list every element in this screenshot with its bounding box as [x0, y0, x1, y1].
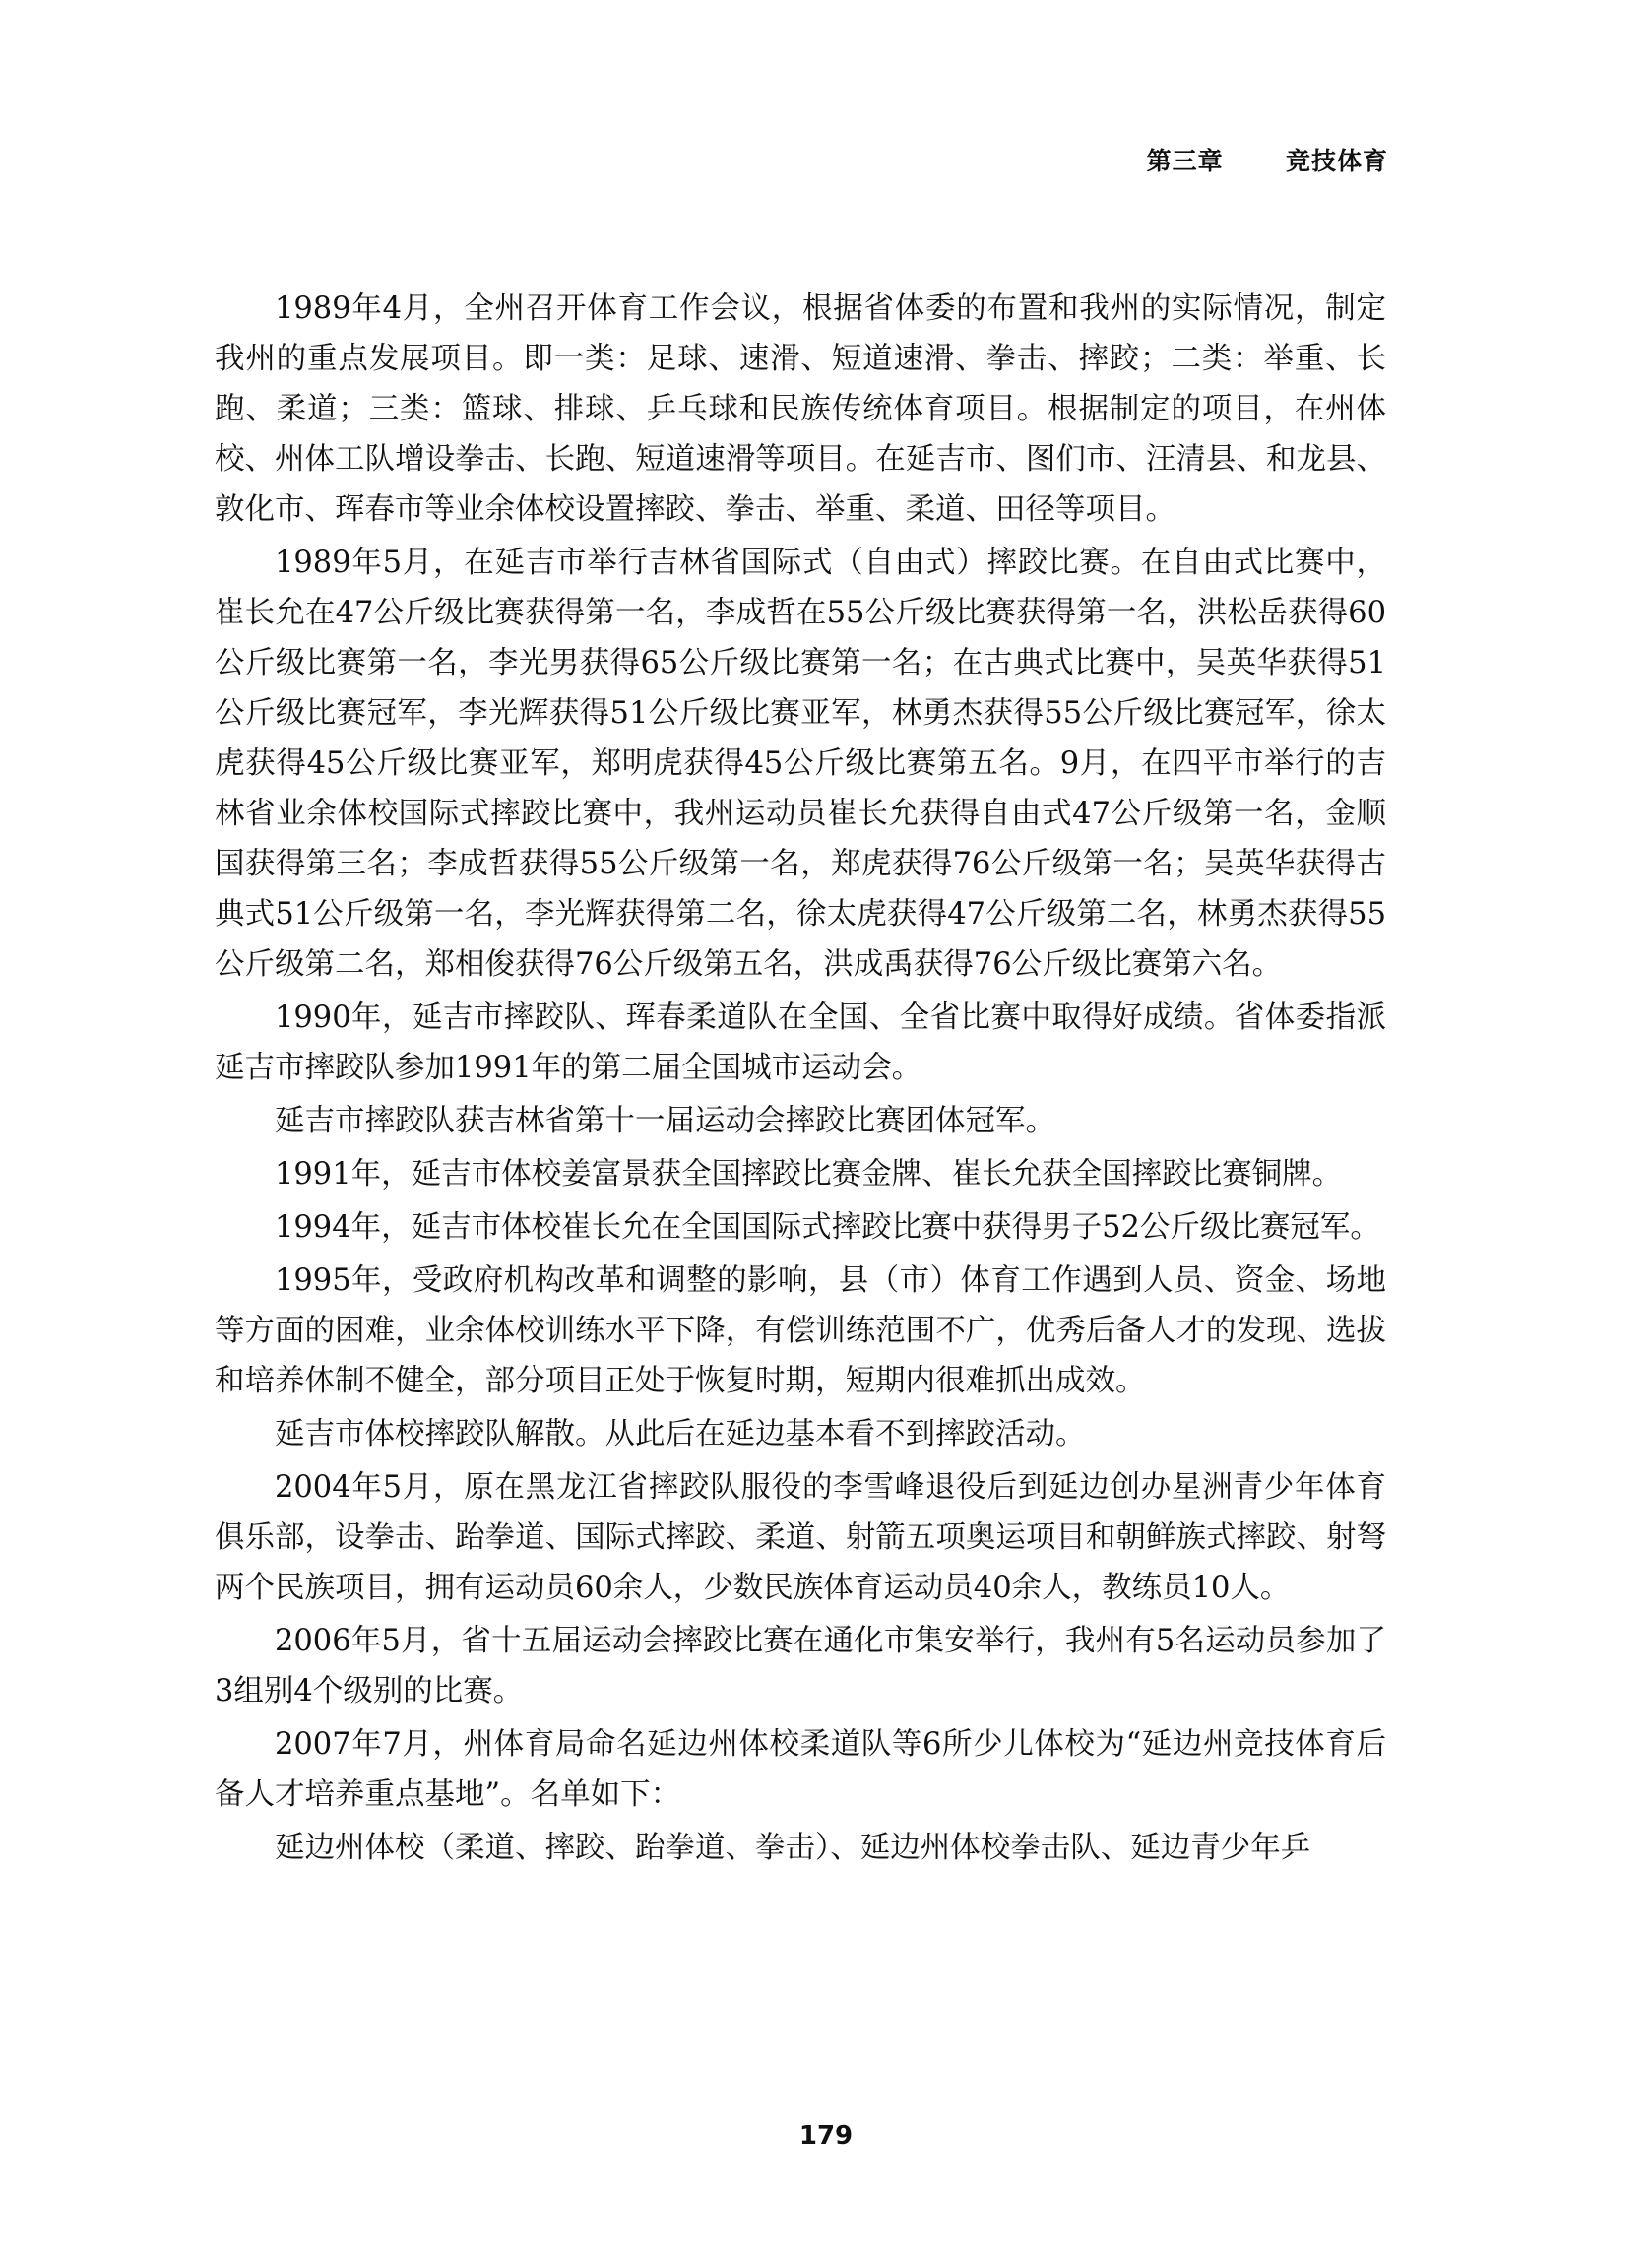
page-number: 179	[798, 2121, 854, 2151]
paragraph-1995: 1995年，受政府机构改革和调整的影响，县（市）体育工作遇到人员、资金、场地等方面的困难，业余体校训练水平下降，有偿训练范围不广，优秀后备人才的发现、选拔和培养体制不健全，部分项目正处于恢复时期，短期内很难抓出成效。	[215, 1263, 1386, 1398]
paragraph-team-champion: 延吉市摔跤队获吉林省第十一届运动会摔跤比赛团体冠军。	[275, 1104, 1055, 1138]
paragraph-team-disbanded: 延吉市体校摔跤队解散。从此后在延边基本看不到摔跤活动。	[275, 1417, 1086, 1451]
paragraph-1989-may: 1989年5月，在延吉市举行吉林省国际式（自由式）摔跤比赛。在自由式比赛中，崔长允在47公斤级比赛获得第一名，李成哲在55公斤级比赛获得第一名，洪松岳获得60公斤级比赛第一名，李光男获得65公斤级比赛第一名；在古典式比赛中，吴英华获得51公斤级比赛冠军，李光辉获得51公斤级比赛亚军，林勇杰获得55公斤级比赛冠军，徐太虎获得45公斤级比赛亚军，郑明虎获得45公斤级比赛第五名。9月，在四平市举行的吉林省业余体校国际式摔跤比赛中，我州运动员崔长允获得自由式47公斤级第一名，金顺国获得第三名；李成哲获得55公斤级第一名，郑虎获得76公斤级第一名；吴英华获得古典式51公斤级第一名，李光辉获得第二名，徐太虎获得47公斤级第二名，林勇杰获得55公斤级第二名，郑相俊获得76公斤级第五名，洪成禹获得76公斤级比赛第六名。	[215, 546, 1386, 982]
body-text	[215, 284, 1386, 1876]
paragraph-2004: 2004年5月，原在黑龙江省摔跤队服役的李雪峰退役后到延边创办星洲青少年体育俱乐部，设拳击、跆拳道、国际式摔跤、柔道、射箭五项奥运项目和朝鲜族式摔跤、射弩两个民族项目，拥有运动员60余人，少数民族体育运动员40余人，教练员10人。	[215, 1470, 1386, 1605]
paragraph-2006: 2006年5月，省十五届运动会摔跤比赛在通化市集安举行，我州有5名运动员参加了3组别4个级别的比赛。	[215, 1624, 1386, 1709]
paragraph-1994: 1994年，延吉市体校崔长允在全国国际式摔跤比赛中获得男子52公斤级比赛冠军。	[275, 1210, 1380, 1245]
paragraph-1990: 1990年，延吉市摔跤队、珲春柔道队在全国、全省比赛中取得好成绩。省体委指派延吉市摔跤队参加1991年的第二届全国城市运动会。	[215, 1000, 1386, 1085]
paragraph-1991: 1991年，延吉市体校姜富景获全国摔跤比赛金牌、崔长允获全国摔跤比赛铜牌。	[275, 1157, 1343, 1192]
running-header: 第三章 竞技体育	[1146, 147, 1388, 175]
paragraph-2007: 2007年7月，州体育局命名延边州体校柔道队等6所少儿体校为“延边州竞技体育后备人才培养重点基地”。名单如下：	[215, 1727, 1386, 1812]
paragraph-1989-april: 1989年4月，全州召开体育工作会议，根据省体委的布置和我州的实际情况，制定我州的重点发展项目。即一类：足球、速滑、短道速滑、拳击、摔跤；二类：举重、长跑、柔道；三类：篮球、排球、乒乓球和民族传统体育项目。根据制定的项目，在州体校、州体工队增设拳击、长跑、短道速滑等项目。在延吉市、图们市、汪清县、和龙县、敦化市、珲春市等业余体校设置摔跤、拳击、举重、柔道、田径等项目。	[215, 291, 1386, 527]
paragraph-base-list: 延边州体校（柔道、摔跤、跆拳道、拳击）、延边州体校拳击队、延边青少年乒	[275, 1831, 1311, 1865]
